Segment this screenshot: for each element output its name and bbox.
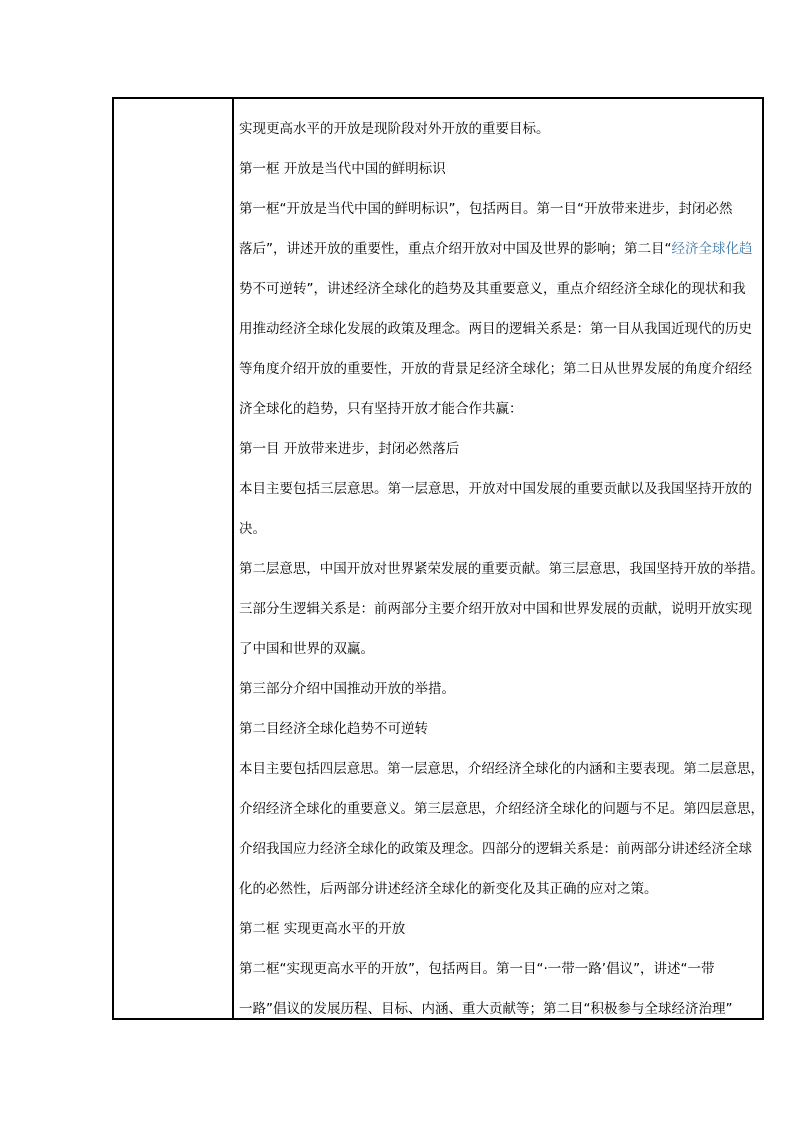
text-line: 本目主要包括四层意思。第一层意思，介绍经济全球化的内涵和主要表现。第二层意思， [239,761,765,777]
text-line: 介绍经济全球化的重要意义。第三层意思，介绍经济全球化的问题与不足。第四层意思， [239,801,765,817]
text-line: 济全球化的趋势，只有坚持开放才能合作共赢： [239,401,523,417]
text-line: 用推动经济全球化发展的政策及理念。两目的逻辑关系是：第一目从我国近现代的历史 [239,321,752,337]
text-line: 介绍我国应力经济全球化的政策及理念。四部分的逻辑关系是：前两部分讲述经济全球 [239,841,752,857]
text-line: 落后”，讲述开放的重要性，重点介绍开放对中国及世界的影响；第二目“经济全球化趋 [239,229,764,269]
column-divider [232,99,234,1018]
section-heading: 第二目经济全球化趋势不可逆转 [239,721,428,737]
text-line: 第二层意思，中国开放对世界紧荣发展的重要贡献。第三层意思，我国坚持开放的举措。 [239,561,765,577]
text-line: 本目主要包括三层意思。第一层意思，开放对中国发展的重要贡献以及我国坚持开放的 [239,481,752,497]
text-line: 等角度介绍开放的重要性，开放的背景足经济全球化；第二日从世界发展的角度介绍经 [239,361,752,377]
section-heading: 第一框 开放是当代中国的鲜明标识 [239,161,446,177]
section-heading: 第二框 实现更高水平的开放 [239,921,406,937]
content-table [112,97,764,1020]
lesson-text-cell [239,109,764,1029]
text-line: 一路”倡议的发展历程、目标、内涵、重大贡献等；第二目“积极参与全球经济治理” [239,1001,733,1017]
text-line: 决。 [239,521,266,537]
text-line: 三部分生逻辑关系是：前两部分主要介绍开放对中国和世界发展的贡献，说明开放实现 [239,601,752,617]
text-line: 化的必然性，后两部分讲述经济全球化的新变化及其正确的应对之策。 [239,881,658,897]
highlighted-text: 经济全球化趋 [671,241,753,257]
text-line: 实现更高水平的开放是现阶段对外开放的重要目标。 [239,121,550,137]
text-line: 第三部分介绍中国推动开放的举措。 [239,681,455,697]
text-line: 第二框“实现更高水平的开放”，包括两目。第一目“·一带一路’倡议”，讲述“一带 [239,961,715,977]
text-line: 势不可逆转”，讲述经济全球化的趋势及其重要意义，重点介绍经济全球化的现状和我 [239,281,746,297]
section-heading: 第一目 开放带来进步，封闭必然落后 [239,441,460,457]
text-line: 第一框“开放是当代中国的鲜明标识”，包括两目。第一目“开放带来进步，封闭必然 [239,201,733,217]
text-line: 了中国和世界的双赢。 [239,641,374,657]
